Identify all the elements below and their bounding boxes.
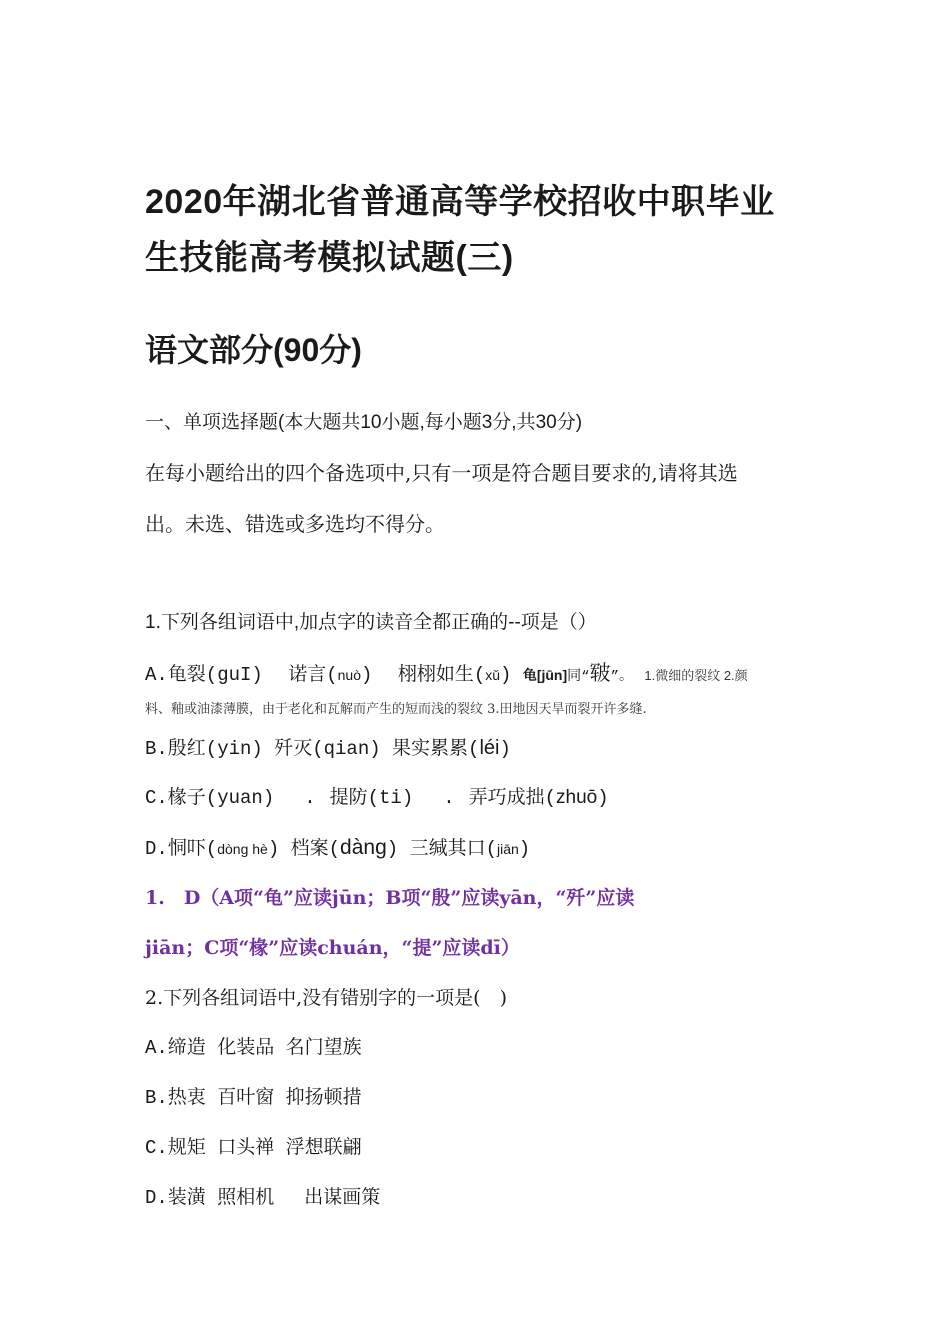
- instruction-line-2: 出。未选、错选或多选均不得分。: [145, 512, 445, 536]
- question-1-option-d: D.恫吓(dòng hè) 档案(dàng) 三缄其口(jiān): [145, 836, 531, 860]
- option-c-dot-2: .: [443, 787, 455, 809]
- question-2-stem: 2.下列各组词语中,没有错别字的一项是( ): [145, 987, 507, 1009]
- option-a-word-1: A.龟裂(guI): [145, 664, 263, 686]
- option-a-gloss-head: 龟[jūn]: [522, 667, 568, 683]
- question-1-option-b: B.殷红(yin) 歼灭(qian) 果实累累(léi): [145, 737, 511, 760]
- option-a-word-2: 诺言(nuò): [288, 664, 373, 686]
- question-1-answer-line-2: jiān；C项“椽”应读chuán，“提”应读dī）: [145, 937, 520, 959]
- question-1-option-a: [145, 662, 748, 690]
- document-title: [145, 174, 805, 286]
- option-a-note-line-2: 料、釉或油漆薄膜，由于老化和瓦解而产生的短而浅的裂纹 3.田地因天旱而裂开许多缝.: [145, 702, 647, 717]
- option-a-gloss-tail: ”。: [610, 669, 633, 685]
- question-2-option-d: D.装潢 照相机 出谋画策: [145, 1187, 381, 1209]
- part-heading: 一、单项选择题(本大题共10小题,每小题3分,共30分): [145, 412, 583, 433]
- question-1-option-c: C.椽子(yuan) . 提防(ti) . 弄巧成拙(zhuō): [145, 787, 609, 809]
- instruction-line-1: 在每小题给出的四个备选项中,只有一项是符合题目要求的,请将其选: [145, 461, 738, 485]
- question-2-option-b: B.热衷 百叶窗 抑扬顿措: [145, 1087, 362, 1109]
- option-a-gloss-char: 皲: [589, 664, 611, 687]
- option-a-note-line-1: 1.微细的裂纹 2.颜: [644, 668, 748, 683]
- question-2-option-c: C.规矩 口头禅 浮想联翩: [145, 1137, 362, 1159]
- option-a-word-3: 栩栩如生(xǔ): [397, 664, 512, 686]
- question-2-option-a: A.缔造 化装品 名门望族: [145, 1037, 362, 1059]
- option-b-pinyin: léi: [479, 737, 500, 759]
- option-a-gloss-mid: 同“: [567, 669, 590, 685]
- section-title: 语文部分(90分): [145, 332, 362, 368]
- question-1-answer-line-1: 1. D（A项“龟”应读jūn；B项“殷”应读yān，“歼”应读: [145, 887, 635, 909]
- option-d-pinyin-1: dòng hè: [217, 841, 268, 857]
- option-c-pinyin: zhuō: [556, 787, 598, 808]
- question-1-stem: 1.下列各组词语中,加点字的读音全都正确的--项是（）: [145, 612, 597, 633]
- option-d-pinyin-3: jiān: [496, 841, 519, 857]
- option-d-pinyin-2: dàng: [340, 836, 387, 859]
- option-c-dot-1: .: [304, 787, 316, 809]
- title-line-1: 2020年湖北省普通高等学校招收中职毕业: [145, 183, 775, 221]
- title-line-2: 生技能高考模拟试题(三): [145, 239, 514, 277]
